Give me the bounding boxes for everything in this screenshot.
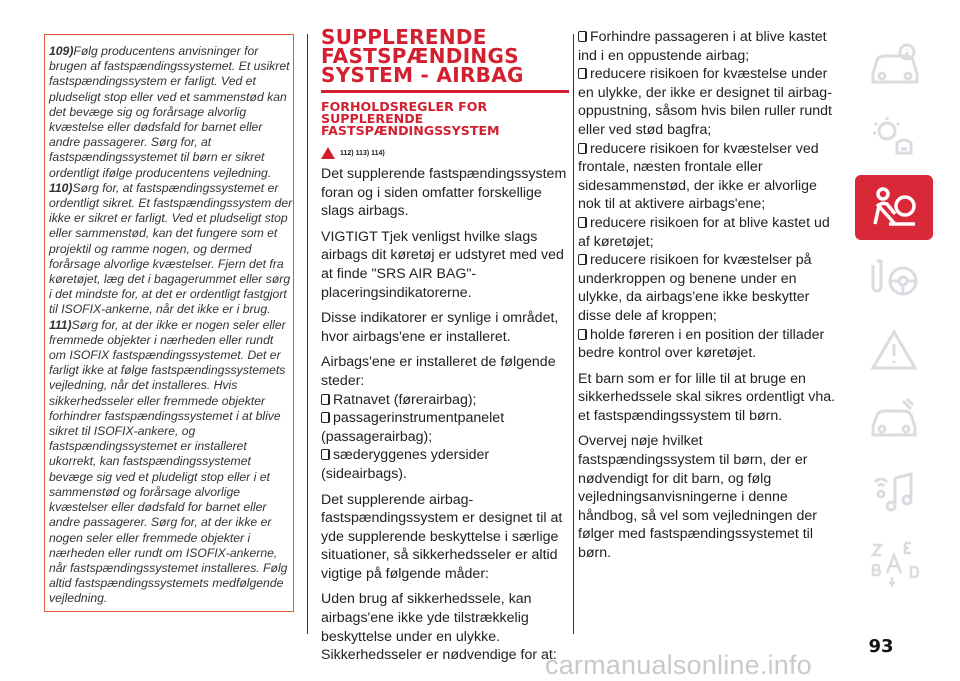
warning-text: Følg producentens anvisninger for brugen af fastspændingssystemet. Et usikret fastspændingssystem er farligt. Ved et pludseligt stop eller ved et sammenstød kan det bevæge sig og forårsage alvorlig kvæstelse eller dødsfald for barnet eller andre passagerer. Sørg for, at fastspændingssystemet til børn er sikret ordentligt ifølge producentens vejledning. — [49, 44, 290, 180]
watermark: carmanualsonline.info — [545, 650, 812, 680]
section-title: SUPPLERENDE FASTSPÆNDINGS SYSTEM - AIRBAG — [321, 25, 524, 87]
paragraph: Det supplerende fastspændingssystem foran og i siden omfatter forskellige slags airbags. — [321, 166, 567, 220]
car-info-icon — [867, 42, 921, 90]
warning-text: Sørg for, at der ikke er nogen seler eller fremmede objekter i nærheden eller rundt om ISOFIX fastspændingssystemet. Det er farligt ikke at følge fastspændingssystemets vejledning, når det installeres. Hvis sikkerhedsseler eller fremmede objekter forhindrer fastspændingssystemet i at blive sikret til ISOFIX-ankere, og fastspændingssystemet er installeret ukorrekt, kan fastspændingssystemet bevæge sig ved et pludeligt stop eller i et sammenstød og forårsage alvorlige kvæstelser eller dødsfald for barnet eller andre passagerer. Sørg for, at der ikke er nogen seler eller fremmede objekter i nærheden eller rundt om ISOFIX-ankerne, når fastspændingssystemet installeres. Følg altid fastspændingssystemets medfølgende vejledning. — [49, 317, 288, 606]
middle-column — [321, 25, 571, 672]
paragraph: VIGTIGT Tjek venligst hvilke slags airbags dit køretøj er udstyret med ved at finde "SRS AIR BAG"-placeringsindikatorerne. — [321, 228, 564, 301]
bullet-list — [578, 28, 840, 363]
list-item: sæderyggenes ydersider (sideairbags). — [321, 447, 490, 482]
bullet-box-icon — [578, 329, 587, 340]
paragraph: Uden brug af sikkerhedssele, kan airbags'ene ikke yde tilstrækkelig beskyttelse under en ulykke. — [321, 591, 532, 645]
page-number: 93 — [868, 636, 894, 657]
tab-index[interactable] — [855, 530, 933, 595]
tab-airbag-seatbelt[interactable] — [855, 175, 933, 240]
bullet-box-icon — [578, 143, 587, 154]
list-item: reducere risikoen for kvæstelser på underkroppen og benene under en ulykke, da airbags'ene ikke beskytter disse dele af kroppen; — [578, 252, 812, 324]
warning-box-top-border — [44, 34, 294, 35]
index-letters-icon — [867, 539, 921, 587]
column-separator — [573, 34, 574, 634]
ignition-steering-icon — [867, 255, 921, 303]
paragraph: Det supplerende airbag-fastspændingssystem er designet til at yde supplerende beskyttelse i særlige situationer, så sikkerhedsseler er altid vigtige på følgende måder: — [321, 491, 563, 582]
tab-ignition-steering[interactable] — [855, 246, 933, 311]
bullet-box-icon — [321, 412, 330, 423]
refs-text: 112) 113) 114) — [340, 149, 385, 157]
list-item: reducere risikoen for kvæstelser ved frontale, næsten frontale eller sidesammenstød, der ikke er alvorlige nok til at aktivere airbags'ene; — [578, 140, 819, 213]
warning-num: 110) — [49, 180, 73, 195]
airbag-seatbelt-icon — [867, 184, 921, 232]
column-separator — [307, 34, 308, 634]
tab-car-service[interactable] — [855, 388, 933, 453]
paragraph: Et barn som er for lille til at bruge en sikkerhedssele skal sikres ordentligt vha. et fastspændingssystem til børn. — [578, 370, 836, 424]
bullet-list — [321, 391, 571, 484]
bullet-box-icon — [321, 449, 330, 460]
right-column — [578, 28, 840, 570]
bullet-box-icon — [578, 217, 587, 228]
tab-dashboard-lights[interactable] — [855, 104, 933, 169]
multimedia-icon — [867, 468, 921, 516]
title-rule — [321, 90, 569, 93]
warning-text: Sørg for, at fastspændingssystemet er ordentligt sikret. Et fastspændingssystem der ikke er sikret er farligt. Ved et pludseligt stop eller sammenstød, kan det fungere som et projektil og ramme nogen, og dermed forårsage alvorlige kvæstelser. Fjern det fra køretøjet, læg det i bagagerummet eller sørg i det mindste for, at det er ordentligt fastgjort til ISOFIX-ankerne, når det ikke er i brug. — [49, 180, 293, 317]
list-item: reducere risikoen for kvæstelse under en ulykke, der ikke er designet til airbag-oppustning, såsom hvis bilen ruller rundt eller ved stød bagfra; — [578, 66, 832, 138]
warning-111 — [49, 318, 293, 607]
paragraph: Disse indikatorer er synlige i området, hvor airbags'ene er installeret. — [321, 310, 559, 345]
list-item: passagerinstrumentpanelet (passagerairbag); — [321, 410, 505, 445]
bullet-box-icon — [578, 31, 587, 42]
dashboard-lights-icon — [867, 113, 921, 161]
warning-refs — [321, 147, 571, 159]
bullet-box-icon — [578, 68, 587, 79]
warning-num: 111) — [49, 317, 72, 332]
tab-multimedia[interactable] — [855, 459, 933, 524]
warning-box — [44, 34, 294, 612]
warning-triangle-icon — [321, 147, 335, 159]
bullet-box-icon — [321, 394, 330, 405]
warning-num: 109) — [49, 44, 74, 58]
warning-110 — [49, 181, 293, 318]
warning-109 — [49, 44, 293, 181]
chapter-sidebar — [855, 33, 935, 601]
bullet-box-icon — [578, 254, 587, 265]
tab-warning-emergency[interactable] — [855, 317, 933, 382]
section-subtitle: FORHOLDSREGLER FOR SUPPLERENDE FASTSPÆNDINGSSYSTEM — [321, 99, 500, 138]
paragraph: Sikkerhedsseler er nødvendige for at: — [321, 647, 557, 664]
list-item: Forhindre passageren i at blive kastet ind i en oppustende airbag; — [578, 29, 827, 64]
warning-triangle-icon — [867, 326, 921, 374]
list-item: Ratnavet (førerairbag); — [321, 391, 571, 410]
list-item: reducere risikoen for at blive kastet ud af køretøjet; — [578, 214, 830, 250]
paragraph: Airbags'ene er installeret de følgende steder: — [321, 354, 556, 389]
paragraph: Overvej nøje hvilket fastspændingssystem til børn, der er nødvendigt for dit barn, og følg vejledningsanvisningerne i denne håndbog, så vel som vejledningen der følger med fastspændingssystemet til børn. — [578, 433, 817, 562]
car-service-icon — [867, 397, 921, 445]
list-item: holde føreren i en position der tillader bedre kontrol over køretøjet. — [578, 326, 825, 362]
tab-car-info[interactable] — [855, 33, 933, 98]
